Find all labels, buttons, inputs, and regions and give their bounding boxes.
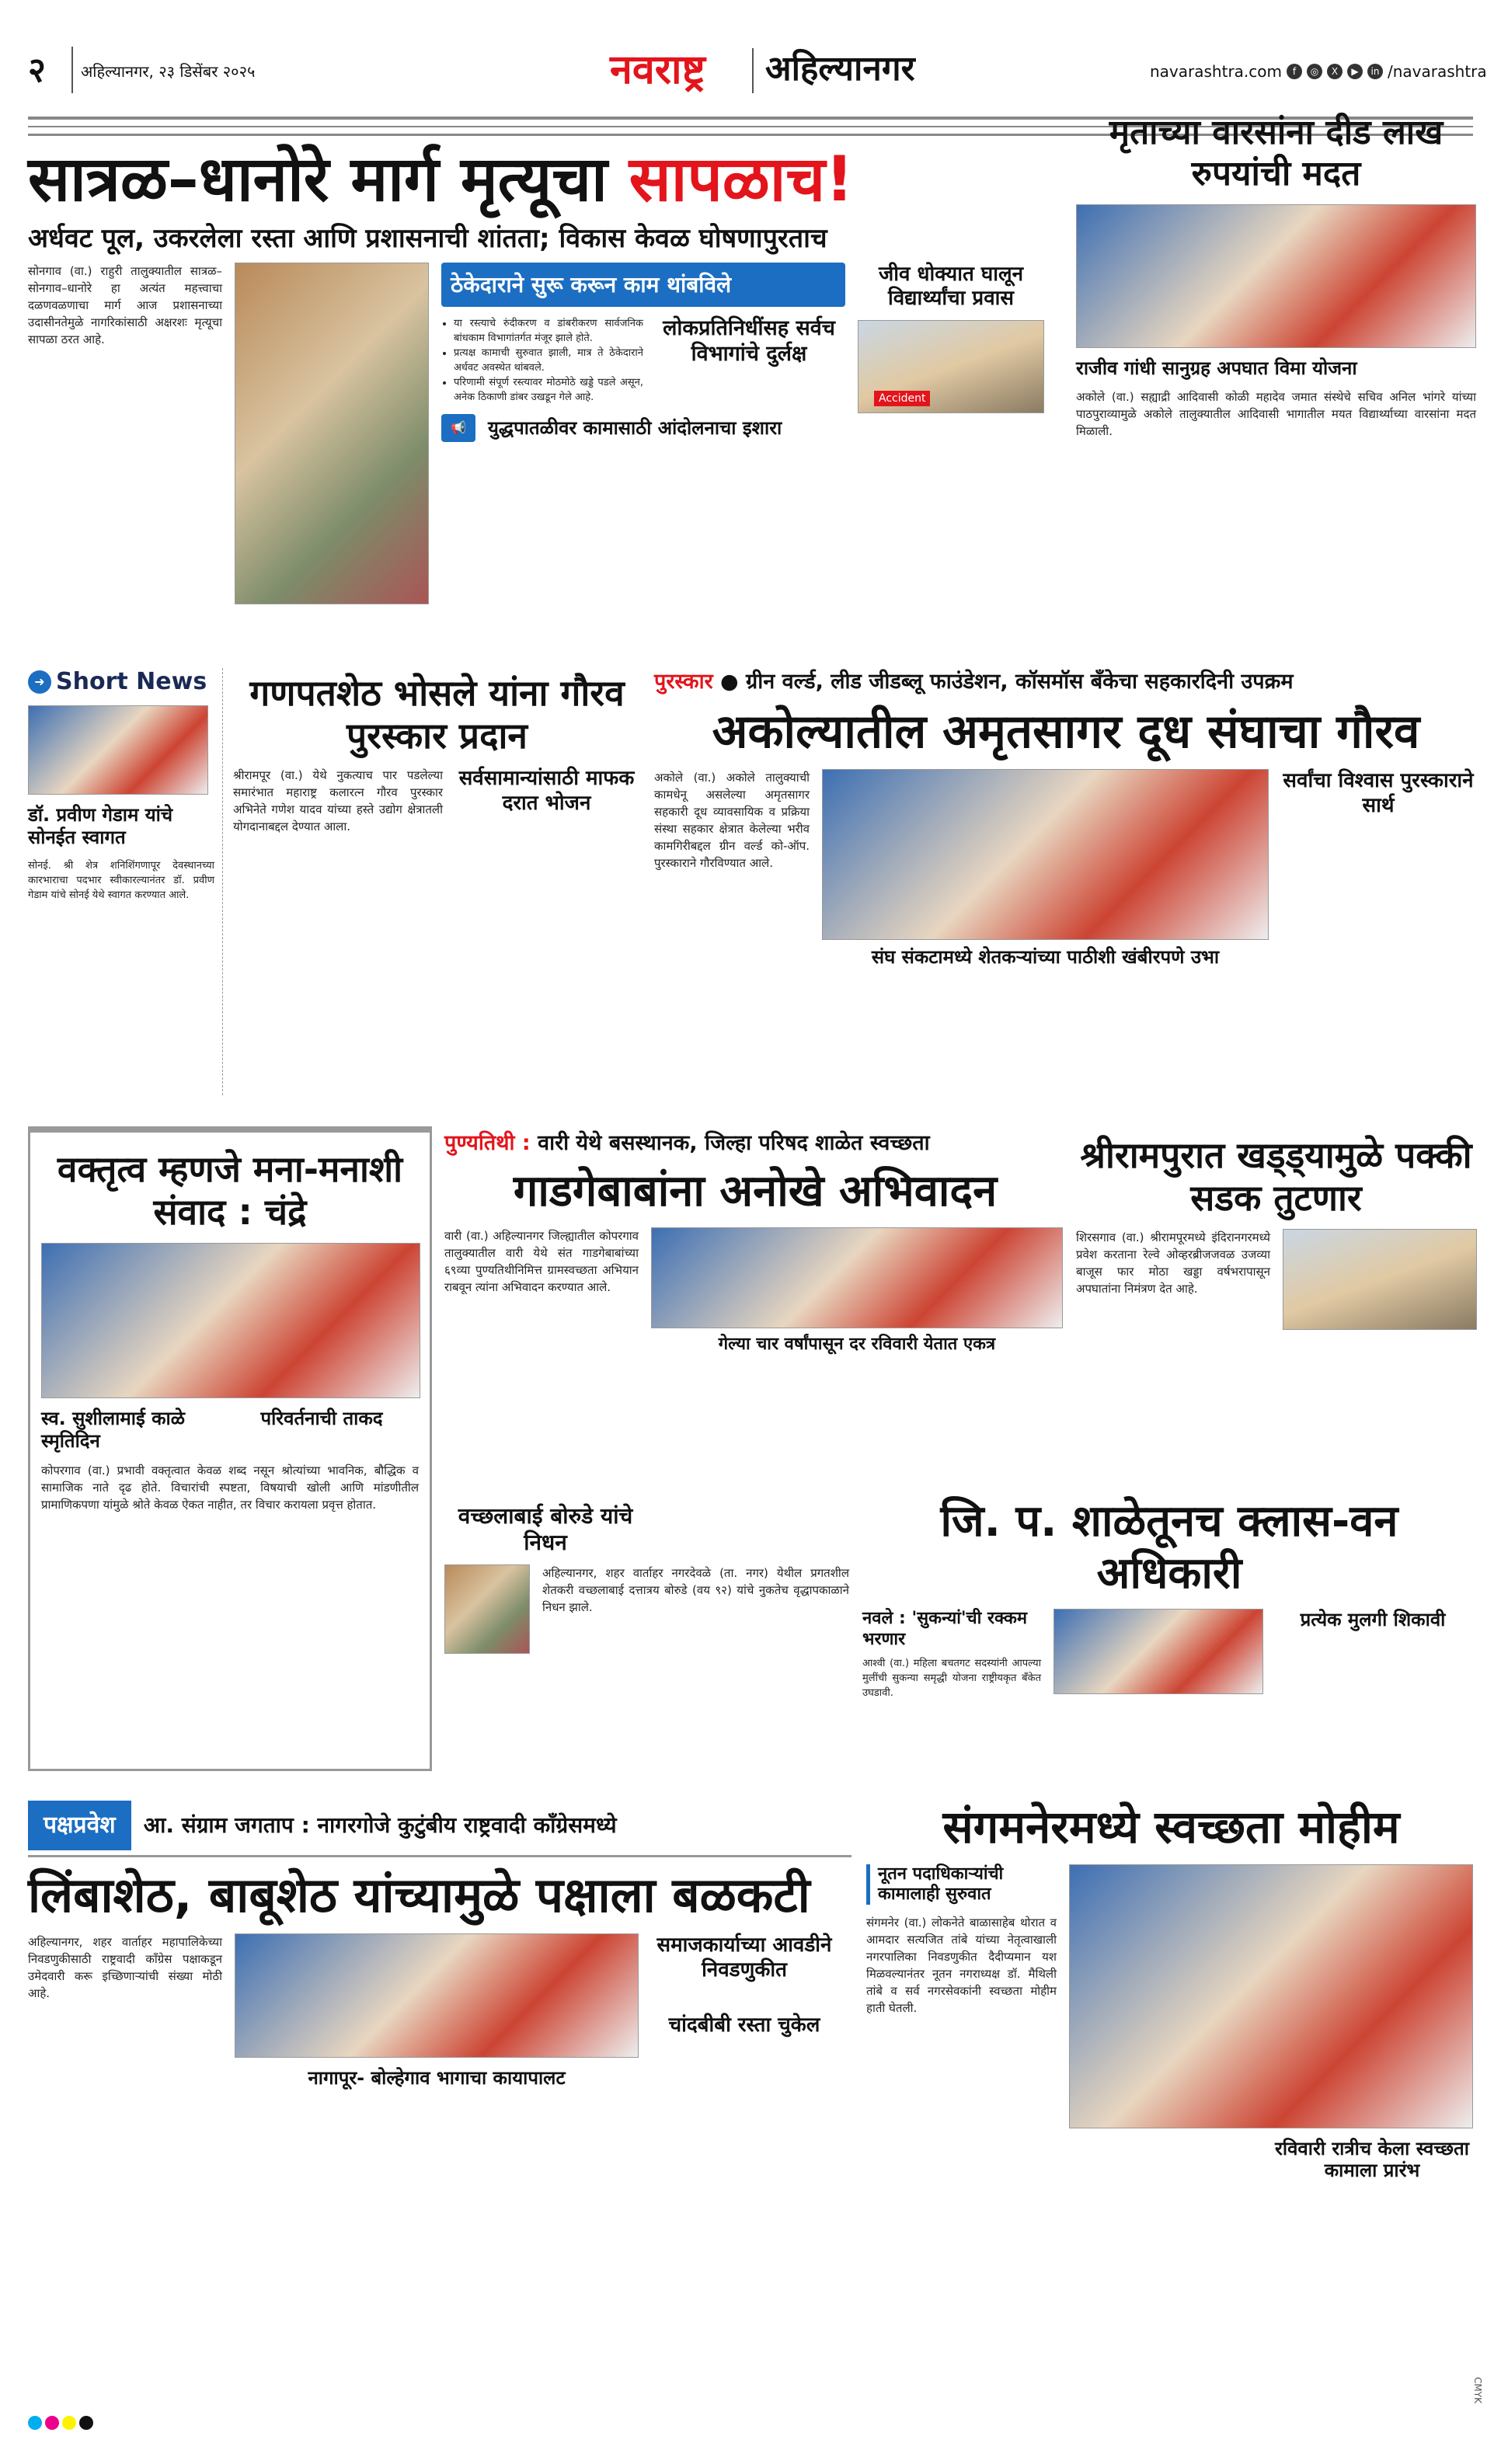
short-news-label xyxy=(28,668,214,696)
lead-box-points xyxy=(441,316,643,405)
road-crater-photo xyxy=(1283,1229,1477,1330)
lead-story xyxy=(28,144,1061,604)
lead-subhead: अर्धवट पूल, उकरलेला रस्ता आणि प्रशासनाची शांतता; विकास केवळ घोषणापुरताच xyxy=(28,223,827,254)
sangamner-sub1: नूतन पदाधिकाऱ्यांची कामालाही सुरुवात xyxy=(866,1864,1057,1905)
lead-sub1: लोकप्रतिनिधींसह सर्वच विभागांचे दुर्लक्ष xyxy=(663,316,835,366)
zp-sub2: प्रत्येक मुलगी शिकावी xyxy=(1300,1609,1446,1631)
page-number: २ xyxy=(28,50,46,90)
accident-label: Accident xyxy=(874,391,930,406)
borude-story xyxy=(444,1503,852,1654)
bhosale-subhead: सर्वसामान्यांसाठी माफक दरात भोजन xyxy=(458,767,635,815)
facebook-icon[interactable]: f xyxy=(1287,64,1302,79)
registration-dot xyxy=(79,2416,93,2430)
lead-box-point: • परिणामी संपूर्ण रस्त्यावर मोठमोठे खड्डे पडले असून, अनेक ठिकाणी डांबर उखडून गेले आहे. xyxy=(454,375,643,405)
vaktrutva-sub1: स्व. सुशीलामाई काळे स्मृतिदिन xyxy=(41,1408,185,1453)
brand-logo: नवराष्ट्र xyxy=(610,47,705,93)
aid-body: अकोले (वा.) सह्याद्री आदिवासी कोळी महादेव जमात संस्थेचे सचिव अनिल भांगरे यांच्या पाठपुराव्यामुळे अकोले तालुक्यातील आदिवासी भागातील मयत विद्यार्थ्याच्या वारसांना मदत मिळाली. xyxy=(1076,390,1476,439)
sangamner-story xyxy=(866,1801,1476,2182)
sangamner-headline: संगमनेरमध्ये स्वच्छता मोहीम xyxy=(942,1801,1400,1853)
gadgebaba-body: वारी (वा.) अहिल्यानगर जिल्ह्यातील कोपरगाव तालुक्यातील वारी येथे संत गाडगेबाबांच्या ६९व्या पुण्यतिथीनिमित्त ग्रामस्वच्छता अभियान राबवून त्यांना अभिवादन करण्यात आले. xyxy=(444,1228,639,1294)
shrirampur-body: शिरसगाव (वा.) श्रीरामपूरमध्ये इंदिरानगरमध्ये प्रवेश करताना रेल्वे ओव्हरब्रीजजवळ उजव्या बाजूस फार मोठा खड्डा वर्षभरापासून अपघातांना निमंत्रण देत आहे. xyxy=(1076,1230,1270,1296)
social-handle: /navarashtra xyxy=(1388,62,1487,81)
gadgebaba-story xyxy=(444,1131,1066,1355)
lead-box-title: ठेकेदाराने सुरू करून काम थांबविले xyxy=(441,263,845,308)
registration-dot xyxy=(62,2416,76,2430)
zp-story xyxy=(862,1495,1476,1700)
arrow-icon: ➜ xyxy=(28,670,51,694)
social-bar xyxy=(1150,62,1487,81)
vaktrutva-box xyxy=(28,1126,432,1771)
pakshapravesh-sub1: समाजकार्याच्या आवडीने निवडणुकीत xyxy=(656,1933,832,1982)
megaphone-icon: 📢 xyxy=(441,414,475,442)
pakshapravesh-headline: लिंबाशेठ, बाबूशेठ यांच्यामुळे पक्षाला बळकटी xyxy=(28,1867,810,1923)
akole-body: अकोले (वा.) अकोले तालुक्याची कामधेनू असलेल्या अमृतसागर सहकारी दूध व्यावसायिक व प्रक्रिया संस्था सहकार क्षेत्रात केलेल्या भरीव कामगिरीबद्दल ग्रीन वर्ल्ड को-ऑप. पुरस्काराने गौरविण्यात आले. xyxy=(654,771,810,871)
borude-portrait xyxy=(444,1564,530,1654)
lead-box-point: • प्रत्यक्ष कामाची सुरुवात झाली, मात्र ते ठेकेदाराने अर्धवट अवस्थेत थांबवले. xyxy=(454,346,643,375)
short-news-label-text: Short News xyxy=(56,668,207,695)
lead-sub3: युद्धपातळीवर कामासाठी आंदोलनाचा इशारा xyxy=(488,416,782,439)
youtube-icon[interactable]: ▶ xyxy=(1347,64,1363,79)
edition-name: अहिल्यानगर xyxy=(765,49,915,89)
lead-sub2: जीव धोक्यात घालून विद्यार्थ्यांचा प्रवास xyxy=(878,262,1023,310)
registration-dot xyxy=(45,2416,59,2430)
vaktrutva-body: कोपरगाव (वा.) प्रभावी वक्तृत्वात केवळ शब्द नसून श्रोत्यांच्या भावनिक, बौद्धिक व सामाजिक नाते दृढ होते. विचारांची स्पष्टता, विषयाची खोली आणि मांडणीतील प्रामाणिकपणा यांमुळे श्रोते केवळ ऐकत नाहीत, तर विचार करायला प्रवृत्त होतात. xyxy=(41,1463,419,1512)
lead-body: सोनगाव (वा.) राहुरी तालुक्यातील सात्रळ–सोनगाव–धानोरे हा अत्यंत महत्त्वाचा दळणवळणाचा मार्ग आज प्रशासनाच्या उदासीनतेमुळे नागरिकांसाठी अक्षरशः मृत्यूचा सापळा ठरत आहे. xyxy=(28,263,222,346)
pakshapravesh-story xyxy=(28,1801,851,2090)
sangamner-body: संगमनेर (वा.) लोकनेते बाळासाहेब थोरात व आमदार सत्यजित तांबे यांच्या नेतृत्वाखाली नगरपालिका निवडणुकीत दैदीप्यमान यश मिळवल्यानंतर नूतन नगराध्यक्ष डॉ. मैथिली तांबे व सर्व नगरसेवकांनी स्वच्छता मोहीम हाती घेतली. xyxy=(866,1916,1057,2016)
lead-box-point: • या रस्त्याचे रुंदीकरण व डांबरीकरण सार्वजनिक बांधकाम विभागांतर्गत मंजूर झाले होते. xyxy=(454,316,643,346)
x-icon[interactable]: X xyxy=(1327,64,1343,79)
zp-photo xyxy=(1053,1609,1263,1694)
short-news-headline: डॉ. प्रवीण गेडाम यांचे सोनईत स्वागत xyxy=(28,804,173,848)
gadgebaba-photo xyxy=(651,1227,1063,1328)
pakshapravesh-photo xyxy=(235,1933,639,2058)
instagram-icon[interactable]: ◎ xyxy=(1307,64,1322,79)
event-photo xyxy=(1076,204,1476,348)
pakshapravesh-sub3: चांदबीबी रस्ता चुकेल xyxy=(668,2013,820,2037)
gadgebaba-caption: गेल्या चार वर्षांपासून दर रविवारी येतात एकत्र xyxy=(718,1334,996,1354)
cmyk-mark: CMYK xyxy=(1472,2377,1483,2403)
masthead-divider xyxy=(71,47,73,93)
akole-kicker: पुरस्कार ● ग्रीन वर्ल्ड, लीड जीडब्लू फाउंडेशन, कॉसमॉस बँकेचा सहकारदिनी उपक्रम xyxy=(654,670,1294,694)
vaktrutva-photo xyxy=(41,1243,420,1398)
vaktrutva-headline: वक्तृत्व म्हणजे मना-मनाशी संवाद : चंद्रे xyxy=(57,1148,403,1234)
short-news-body: सोनई. श्री शेत्र शनिशिंगणापूर देवस्थानच्या कारभाराचा पदभार स्वीकारल्यानंतर डॉ. प्रवीण गेडाम यांचे सोनई येथे स्वागत करण्यात आले. xyxy=(28,859,214,901)
borude-headline: वच्छलाबाई बोरुडे यांचे निधन xyxy=(458,1503,633,1555)
short-news-photo xyxy=(28,705,208,795)
gadgebaba-headline: गाडगेबाबांना अनोखे अभिवादन xyxy=(513,1166,998,1217)
pakshapravesh-sub2: नागापूर- बोल्हेगाव भागाचा कायापालट xyxy=(308,2067,566,2090)
pakshapravesh-label: पक्षप्रवेश xyxy=(28,1801,131,1850)
masthead-divider xyxy=(752,48,754,93)
linkedin-icon[interactable]: in xyxy=(1367,64,1383,79)
sangamner-sub2: रविवारी रात्रीच केला स्वच्छता कामाला प्रारंभ xyxy=(1275,2137,1469,2182)
pakshapravesh-body: अहिल्यानगर, शहर वार्ताहर महापालिकेच्या निवडणुकीसाठी राष्ट्रवादी काँग्रेस पक्षाकडून उमेदवारी करू इच्छिणाऱ्यांची संख्या मोठी आहे. xyxy=(28,1935,222,2001)
column-divider xyxy=(222,668,223,1095)
zp-body: आश्वी (वा.) महिला बचतगट सदस्यांनी आपल्या मुलींची सुकन्या समृद्धी योजना राष्ट्रीयकृत बँकेत उघडावी. xyxy=(862,1658,1041,1700)
short-news xyxy=(28,668,214,903)
shrirampur-story xyxy=(1076,1134,1476,1330)
road-photo xyxy=(235,263,429,604)
pakshapravesh-kicker: आ. संग्राम जगताप : नागरगोजे कुटुंबीय राष्ट्रवादी काँग्रेसमध्ये xyxy=(143,1812,617,1839)
bhosale-body: श्रीरामपूर (वा.) येथे नुकत्याच पार पडलेल्या समारंभात महाराष्ट्र कलारत्न गौरव पुरस्कार अभिनेते गणेश यादव यांच्या हस्ते उद्योग क्षेत्रातली योगदानाबद्दल देण्यात आला. xyxy=(233,768,443,834)
accident-photo xyxy=(858,320,1044,413)
aid-story xyxy=(1076,113,1476,440)
zp-headline: जि. प. शाळेतूनच क्लास-वन अधिकारी xyxy=(940,1496,1398,1599)
cleanliness-photo xyxy=(1069,1864,1473,2128)
borude-body: अहिल्यानगर, शहर वार्ताहर नगरदेवळे (ता. नगर) येथील प्रगतशील शेतकरी वच्छलाबाई दत्तात्रय बोरुडे (वय ९२) यांचे नुकतेच वृद्धापकाळाने निधन झाले. xyxy=(542,1566,849,1615)
gadgebaba-kicker: पुण्यतिथी : वारी येथे बसस्थानक, जिल्हा परिषद शाळेत स्वच्छता xyxy=(444,1131,930,1155)
akole-photo xyxy=(822,769,1269,940)
issue-date: अहिल्यानगर, २३ डिसेंबर २०२५ xyxy=(81,62,256,81)
akole-caption: संघ संकटामध्ये शेतकऱ्यांच्या पाठीशी खंबीरपणे उभा xyxy=(871,946,1220,969)
bhosale-headline: गणपतशेठ भोसले यांना गौरव पुरस्कार प्रदान xyxy=(249,672,625,757)
aid-subhead: राजीव गांधी सानुग्रह अपघात विमा योजना xyxy=(1076,357,1357,379)
akole-story xyxy=(654,670,1478,969)
akole-subhead: सर्वांचा विश्वास पुरस्काराने सार्थ xyxy=(1283,769,1474,817)
registration-dot xyxy=(28,2416,42,2430)
bhosale-story xyxy=(233,672,641,835)
akole-headline: अकोल्यातील अमृतसागर दूध संघाचा गौरव xyxy=(712,705,1420,760)
aid-headline: मृताच्या वारसांना दीड लाख रुपयांची मदत xyxy=(1109,113,1444,193)
website-link[interactable]: navarashtra.com xyxy=(1150,62,1282,81)
zp-sub1: नवले : 'सुकन्यां'ची रक्कम भरणार xyxy=(862,1609,1028,1649)
lead-headline: सात्रळ–धानोरे मार्ग मृत्यूचा सापळाच! xyxy=(28,143,854,215)
shrirampur-headline: श्रीरामपुरात खड्ड्यामुळे पक्की सडक तुटणार xyxy=(1080,1134,1472,1220)
vaktrutva-sub2: परिवर्तनाची ताकद xyxy=(260,1408,383,1430)
color-registration-dots xyxy=(28,2416,96,2433)
